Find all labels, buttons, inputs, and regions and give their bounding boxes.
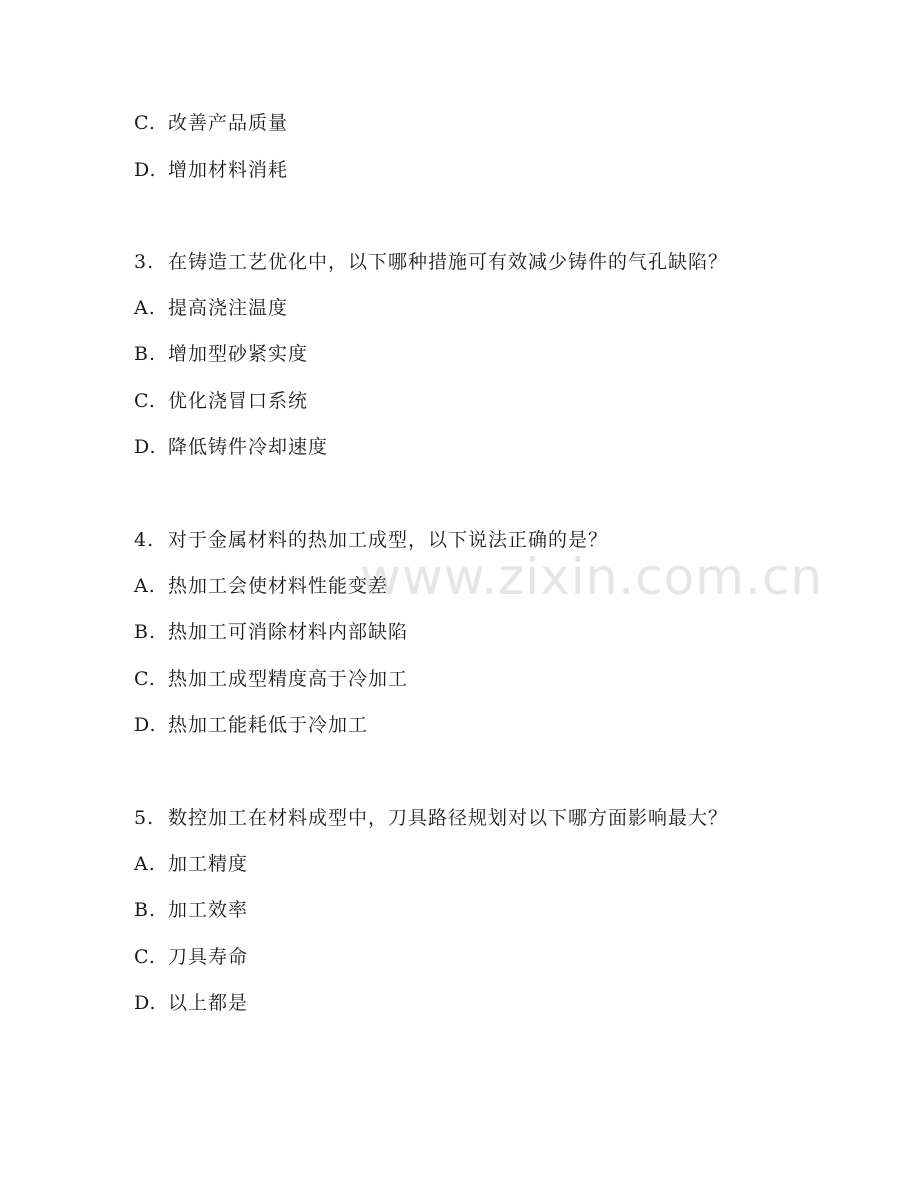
watermark: www.zixin.com.cn [360, 548, 824, 606]
option-text: 增加材料消耗 [168, 159, 289, 181]
option-letter: A. [134, 297, 156, 319]
q5-stem [134, 806, 728, 830]
option-text: 热加工能耗低于冷加工 [168, 714, 369, 736]
q3-option-d [134, 435, 328, 459]
question-text: 在铸造工艺优化中，以下哪种措施可有效减少铸件的气孔缺陷？ [168, 251, 729, 273]
q4-option-b [134, 620, 408, 644]
q3-option-c [134, 389, 308, 413]
question-number: 4. [134, 529, 155, 551]
option-letter: D. [134, 159, 157, 181]
option-letter: D. [134, 436, 157, 458]
option-letter: C. [134, 112, 156, 134]
option-text: 热加工成型精度高于冷加工 [168, 668, 409, 690]
q4-stem [134, 528, 608, 552]
q4-option-d [134, 713, 368, 737]
q3-option-a [134, 296, 288, 320]
option-text: 热加工会使材料性能变差 [168, 575, 389, 597]
option-letter: B. [134, 621, 157, 643]
option-letter: B. [134, 899, 157, 921]
q2-option-c [134, 111, 288, 135]
question-text: 对于金属材料的热加工成型，以下说法正确的是？ [168, 529, 609, 551]
q3-stem [134, 250, 728, 274]
option-text: 热加工可消除材料内部缺陷 [168, 621, 409, 643]
q4-option-c [134, 667, 408, 691]
option-text: 降低铸件冷却速度 [168, 436, 329, 458]
option-letter: D. [134, 992, 157, 1014]
question-number: 3. [134, 251, 155, 273]
option-text: 增加型砂紧实度 [168, 343, 309, 365]
q4-option-a [134, 574, 388, 598]
option-letter: A. [134, 853, 156, 875]
q5-option-d [134, 991, 248, 1015]
option-text: 刀具寿命 [168, 946, 249, 968]
question-text: 数控加工在材料成型中，刀具路径规划对以下哪方面影响最大？ [168, 807, 729, 829]
q5-option-c [134, 945, 248, 969]
option-letter: C. [134, 390, 156, 412]
option-letter: D. [134, 714, 157, 736]
q5-option-a [134, 852, 248, 876]
option-text: 提高浇注温度 [168, 297, 289, 319]
option-text: 以上都是 [168, 992, 249, 1014]
question-number: 5. [134, 807, 155, 829]
option-letter: B. [134, 343, 157, 365]
option-letter: C. [134, 946, 156, 968]
q2-option-d [134, 158, 288, 182]
option-text: 改善产品质量 [168, 112, 289, 134]
option-letter: C. [134, 668, 156, 690]
option-text: 优化浇冒口系统 [168, 390, 309, 412]
q5-option-b [134, 898, 248, 922]
q3-option-b [134, 342, 308, 366]
option-text: 加工精度 [168, 853, 249, 875]
option-letter: A. [134, 575, 156, 597]
option-text: 加工效率 [168, 899, 249, 921]
